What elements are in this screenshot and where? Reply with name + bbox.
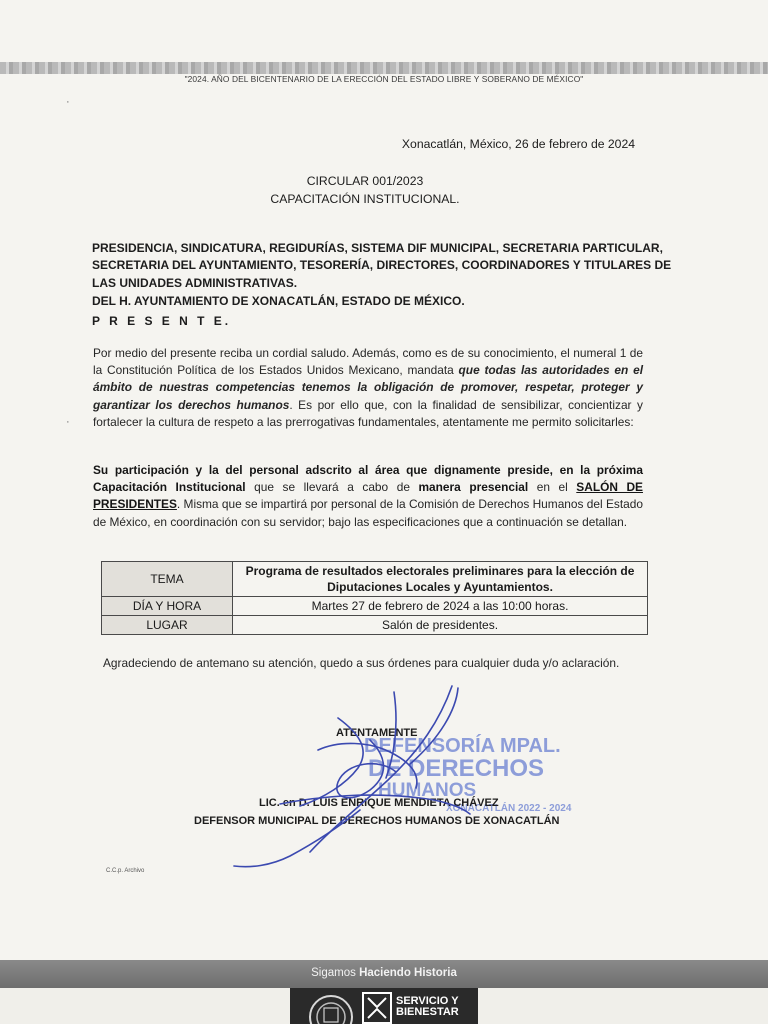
paragraph-emphasis: que todas las autoridades en el ámbito de nuestras competencias tenemos la obligación de promover, respetar, proteger y garantizar los derechos humanos	[93, 363, 643, 412]
slogan-prefix: Sigamos	[311, 967, 360, 979]
stamp-line: XONACATLÁN 2022 - 2024	[446, 803, 572, 814]
stamp-line: DEFENSORÍA MPAL.	[364, 735, 561, 757]
table-key: DÍA Y HORA	[102, 597, 233, 616]
slogan-bold: Haciendo Historia	[359, 967, 457, 979]
paragraph-text: . Es por ello que, con la finalidad de sensibilizar, concientizar y fortalecer la cultura de respeto a las prerrogativas fundamentales, atentamente me permito solicitarles:	[93, 397, 643, 429]
addressee-line: PRESIDENCIA, SINDICATURA, REGIDURÍAS, SISTEMA DIF MUNICIPAL, SECRETARIA PARTICULAR,	[92, 241, 663, 255]
stamp-line: HUMANOS	[378, 780, 477, 801]
table-value: Programa de resultados electorales preliminares para la elección de Diputaciones Locales y Ayuntamientos.	[233, 562, 648, 597]
atentamente: ATENTAMENTE	[336, 727, 418, 739]
ccp-archive: C.C.p. Archivo	[106, 868, 145, 874]
handwritten-signature	[220, 680, 520, 870]
table-key: LUGAR	[102, 616, 233, 635]
paragraph-invitation	[93, 462, 643, 531]
circular-number: CIRCULAR 001/2023	[306, 174, 424, 188]
place-date: Xonacatlán, México, 26 de febrero de 2024	[401, 137, 635, 151]
year-motto: "2024. AÑO DEL BICENTENARIO DE LA ERECCIÓN DEL ESTADO LIBRE Y SOBERANO DE MÉXICO"	[184, 74, 584, 84]
servicio-bienestar-logo-icon	[362, 992, 392, 1024]
header-band	[0, 62, 768, 74]
paragraph-bold: Su participación y la del personal adscrito al área que dignamente preside, en la próxima Capacitación Institucional	[93, 463, 643, 495]
stamp-line: DE DERECHOS	[368, 755, 545, 782]
paragraph-bold: manera presencial	[418, 480, 529, 495]
signer-title: DEFENSOR MUNICIPAL DE DERECHOS HUMANOS DE XONACATLÁN	[194, 815, 560, 827]
footer-blank-left	[0, 988, 290, 1024]
table-row	[102, 562, 648, 597]
logo-line: BIENESTAR	[396, 1006, 459, 1018]
paragraph-text: en el	[528, 480, 577, 495]
municipal-seal-icon	[308, 994, 354, 1024]
table-row	[102, 597, 648, 616]
paragraph-text: que se llevará a cabo de	[245, 480, 419, 495]
table-value: Salón de presidentes.	[233, 616, 648, 635]
venue-underlined: SALÓN DE PRESIDENTES	[93, 480, 643, 512]
circular-subject: CAPACITACIÓN INSTITUCIONAL.	[270, 192, 460, 206]
footer-slogan	[0, 967, 768, 979]
table-value: Martes 27 de febrero de 2024 a las 10:00 horas.	[233, 597, 648, 616]
closing-line: Agradeciendo de antemano su atención, quedo a sus órdenes para cualquier duda y/o aclaración.	[103, 656, 620, 670]
paragraph-intro	[93, 345, 643, 431]
addressee-line: LAS UNIDADES ADMINISTRATIVAS.	[92, 276, 298, 290]
paragraph-text: Por medio del presente reciba un cordial saludo. Además, como es de su conocimiento, el numeral 1 de la Constitución Política de los Estados Unidos Mexicano, mandata	[93, 346, 643, 378]
presente: P R E S E N T E.	[92, 314, 232, 328]
signer-name: LIC. en D. LUIS ENRIQUE MENDIETA CHÁVEZ	[259, 797, 499, 809]
margin-mark: ·	[66, 416, 70, 428]
table-row	[102, 616, 648, 635]
details-table	[101, 561, 648, 635]
footer-logo-text	[396, 996, 459, 1018]
addressee-line: SECRETARIA DEL AYUNTAMIENTO, TESORERÍA, DIRECTORES, COORDINADORES Y TITULARES DE	[92, 258, 672, 272]
margin-mark: ·	[66, 96, 70, 108]
paragraph-text: . Misma que se impartirá por personal de la Comisión de Derechos Humanos del Estado de México, en coordinación con su servidor; bajo las especificaciones que a continuación se detallan.	[93, 497, 643, 529]
footer-blank-right	[478, 988, 768, 1024]
addressee-line: DEL H. AYUNTAMIENTO DE XONACATLÁN, ESTADO DE MÉXICO.	[92, 294, 465, 308]
logo-line: SERVICIO Y	[396, 995, 459, 1007]
table-key: TEMA	[102, 562, 233, 597]
